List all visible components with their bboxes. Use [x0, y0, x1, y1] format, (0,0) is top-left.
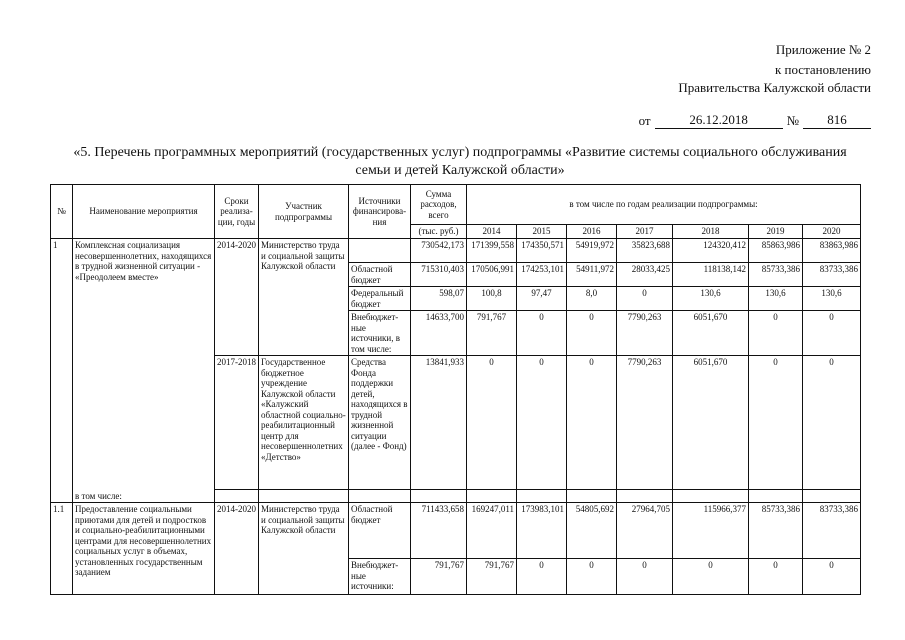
item-name: Комплексная социализация несовершеннолетних, находящихся в трудной жизненной ситуации - «Преодолеем вместе» [73, 239, 215, 490]
item-participant: Министерство труда и социальной защиты Калужской области [259, 503, 349, 595]
year-header: 2018 [673, 225, 749, 239]
year-value: 0 [467, 356, 517, 490]
year-value: 54911,972 [567, 263, 617, 287]
year-value: 0 [517, 311, 567, 356]
year-header: 2016 [567, 225, 617, 239]
total-value: 711433,658 [411, 503, 467, 559]
funding-source: Федеральный бюджет [349, 287, 411, 311]
year-value: 130,6 [749, 287, 803, 311]
year-header: 2014 [467, 225, 517, 239]
year-value: 130,6 [803, 287, 861, 311]
year-value: 85863,986 [749, 239, 803, 263]
year-value: 174253,101 [517, 263, 567, 287]
year-value: 0 [617, 559, 673, 595]
date-number-row [639, 112, 871, 129]
total-value: 791,767 [411, 559, 467, 595]
item-name: Предоставление социальными приютами для детей и подростков и социально-реабилитационными центрами для несовершеннолетних социальных услуг в объемах, установленных государственным заданием [73, 503, 215, 595]
year-value: 54805,692 [567, 503, 617, 559]
year-value: 791,767 [467, 311, 517, 356]
col-period-header: Сроки реализа-ции, годы [215, 185, 259, 239]
year-value: 83863,986 [803, 239, 861, 263]
government-label: Правительства Калужской области [678, 80, 871, 95]
year-value: 83733,386 [803, 503, 861, 559]
year-value: 85733,386 [749, 263, 803, 287]
year-value: 173983,101 [517, 503, 567, 559]
table-row [51, 239, 861, 263]
col-participant-header: Участник подпрограммы [259, 185, 349, 239]
total-value: 598,07 [411, 287, 467, 311]
year-value: 171399,558 [467, 239, 517, 263]
year-value: 169247,011 [467, 503, 517, 559]
title-line-2: семьи и детей Калужской области» [355, 163, 565, 178]
item-participant: Министерство труда и социальной защиты Калужской области [259, 239, 349, 356]
year-value: 0 [749, 356, 803, 490]
table-row [51, 503, 861, 559]
item-number: 1.1 [51, 503, 73, 595]
year-value: 0 [749, 311, 803, 356]
total-value: 730542,173 [411, 239, 467, 263]
col-name-header: Наименование мероприятия [73, 185, 215, 239]
year-value: 124320,412 [673, 239, 749, 263]
funding-source [349, 239, 411, 263]
year-value: 0 [803, 311, 861, 356]
year-header: 2017 [617, 225, 673, 239]
year-value: 130,6 [673, 287, 749, 311]
year-header: 2015 [517, 225, 567, 239]
year-value: 8,0 [567, 287, 617, 311]
resolution-label: к постановлению [774, 62, 871, 77]
year-value: 0 [749, 559, 803, 595]
year-value: 54919,972 [567, 239, 617, 263]
title-line-1: «5. Перечень программных мероприятий (государственных услуг) подпрограммы «Развитие системы социального обслуживания [73, 145, 847, 160]
date-prefix: от [638, 113, 651, 128]
year-value: 115966,377 [673, 503, 749, 559]
table-row [51, 490, 861, 503]
document-title [60, 144, 860, 180]
total-value: 13841,933 [411, 356, 467, 490]
year-value: 174350,571 [517, 239, 567, 263]
year-value: 97,47 [517, 287, 567, 311]
year-value: 0 [567, 559, 617, 595]
year-value: 27964,705 [617, 503, 673, 559]
total-value: 715310,403 [411, 263, 467, 287]
col-total-unit: (тыс. руб.) [411, 225, 467, 239]
col-num-header: № [51, 185, 73, 239]
year-value: 118138,142 [673, 263, 749, 287]
year-value: 85733,386 [749, 503, 803, 559]
funding-source: Областной бюджет [349, 503, 411, 559]
appendix-label: Приложение № 2 [775, 42, 871, 57]
year-value: 28033,425 [617, 263, 673, 287]
document-date: 26.12.2018 [655, 112, 783, 129]
number-prefix: № [786, 113, 799, 128]
year-value: 0 [517, 356, 567, 490]
funding-source: Внебюджет-ные источники, в том числе: [349, 311, 411, 356]
year-header: 2020 [803, 225, 861, 239]
sub-period: 2017-2018 [215, 356, 259, 490]
item-period: 2014-2020 [215, 503, 259, 595]
document-number: 816 [803, 112, 871, 129]
year-value: 100,8 [467, 287, 517, 311]
year-value: 83733,386 [803, 263, 861, 287]
funding-source: Средства Фонда поддержки детей, находящихся в трудной жизненной ситуации (далее - Фонд) [349, 356, 411, 490]
item-period: 2014-2020 [215, 239, 259, 356]
year-value: 6051,670 [673, 311, 749, 356]
item-number: 1 [51, 239, 73, 503]
year-value: 35823,688 [617, 239, 673, 263]
year-value: 0 [673, 559, 749, 595]
funding-source: Областной бюджет [349, 263, 411, 287]
year-value: 0 [567, 356, 617, 490]
year-header: 2019 [749, 225, 803, 239]
including-label: в том числе: [73, 490, 215, 503]
table-header-row [51, 185, 861, 225]
sub-participant: Государственное бюджетное учреждение Калужской области «Калужский областной социально-реабилитационный центр для несовершеннолетних «Детство» [259, 356, 349, 490]
total-value: 14633,700 [411, 311, 467, 356]
col-sources-header: Источники финансирова-ния [349, 185, 411, 239]
measures-table [50, 184, 861, 595]
year-value: 170506,991 [467, 263, 517, 287]
year-value: 0 [803, 356, 861, 490]
year-value: 6051,670 [673, 356, 749, 490]
year-value: 0 [803, 559, 861, 595]
year-value: 0 [617, 287, 673, 311]
year-value: 7790,263 [617, 311, 673, 356]
year-value: 7790,263 [617, 356, 673, 490]
year-value: 791,767 [467, 559, 517, 595]
col-years-header: в том числе по годам реализации подпрограммы: [467, 185, 861, 225]
year-value: 0 [567, 311, 617, 356]
funding-source: Внебюджет-ные источники: [349, 559, 411, 595]
year-value: 0 [517, 559, 567, 595]
col-total-header: Сумма расходов, всего [411, 185, 467, 225]
